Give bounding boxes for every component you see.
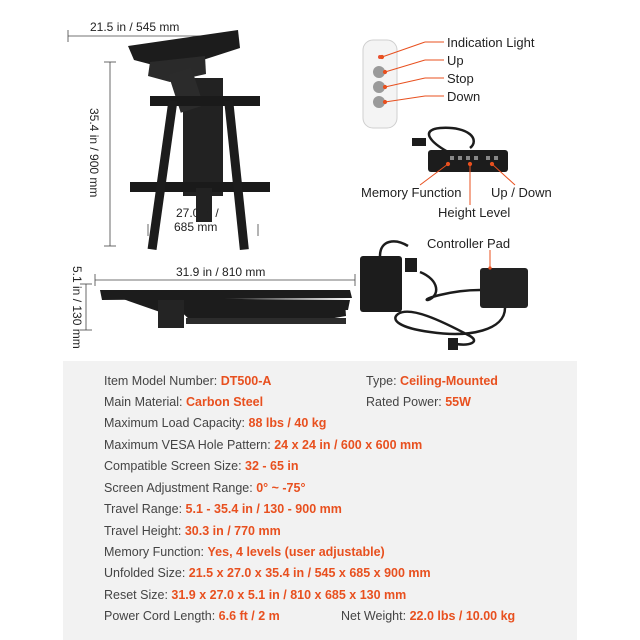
label-controller-pad: Controller Pad xyxy=(427,236,511,251)
dimension-top-width: 21.5 in / 545 mm xyxy=(90,20,180,34)
dimension-base-length: 31.9 in / 810 mm xyxy=(176,265,266,279)
spec-load-capacity: Maximum Load Capacity: 88 lbs / 40 kg xyxy=(104,416,327,430)
power-supply-and-cords xyxy=(360,241,528,350)
dimension-base-height: 5.1 in / 130 mm xyxy=(70,266,84,349)
spec-type: Type: Ceiling-Mounted xyxy=(366,374,498,388)
label-memory-function: Memory Function xyxy=(361,185,462,200)
spec-unfolded-size: Unfolded Size: 21.5 x 27.0 x 35.4 in / 545 x 685 x 900 mm xyxy=(104,566,431,580)
label-indication-light: Indication Light xyxy=(447,35,535,50)
spec-travel-range: Travel Range: 5.1 - 35.4 in / 130 - 900 mm xyxy=(104,502,342,516)
dimension-height: 35.4 in / 900 mm xyxy=(87,108,101,198)
spec-material: Main Material: Carbon Steel xyxy=(104,395,264,409)
spec-net-weight: Net Weight: 22.0 lbs / 10.00 kg xyxy=(341,609,516,623)
specifications-panel xyxy=(63,361,577,640)
ceiling-mount-folded xyxy=(100,290,352,328)
spec-travel-height: Travel Height: 30.3 in / 770 mm xyxy=(104,524,281,538)
label-stop: Stop xyxy=(447,71,474,86)
spec-model: Item Model Number: DT500-A xyxy=(104,374,272,388)
spec-adjustment-range: Screen Adjustment Range: 0° ~ -75° xyxy=(104,481,306,495)
spec-reset-size: Reset Size: 31.9 x 27.0 x 5.1 in / 810 x 685 x 130 mm xyxy=(104,588,407,602)
dimension-vesa-width-in: 27.0 in / xyxy=(176,206,219,220)
spec-rated-power: Rated Power: 55W xyxy=(366,395,471,409)
label-up: Up xyxy=(447,53,464,68)
dimension-vesa-width-mm: 685 mm xyxy=(174,220,218,234)
spec-cord-length: Power Cord Length: 6.6 ft / 2 m xyxy=(104,609,280,623)
label-down: Down xyxy=(447,89,481,104)
spec-memory-function: Memory Function: Yes, 4 levels (user adjustable) xyxy=(104,545,385,559)
spec-screen-size: Compatible Screen Size: 32 - 65 in xyxy=(104,459,299,473)
spec-vesa-pattern: Maximum VESA Hole Pattern: 24 x 24 in / 600 x 600 mm xyxy=(104,438,423,452)
label-up-down: Up / Down xyxy=(491,185,552,200)
label-height-level: Height Level xyxy=(438,205,511,220)
